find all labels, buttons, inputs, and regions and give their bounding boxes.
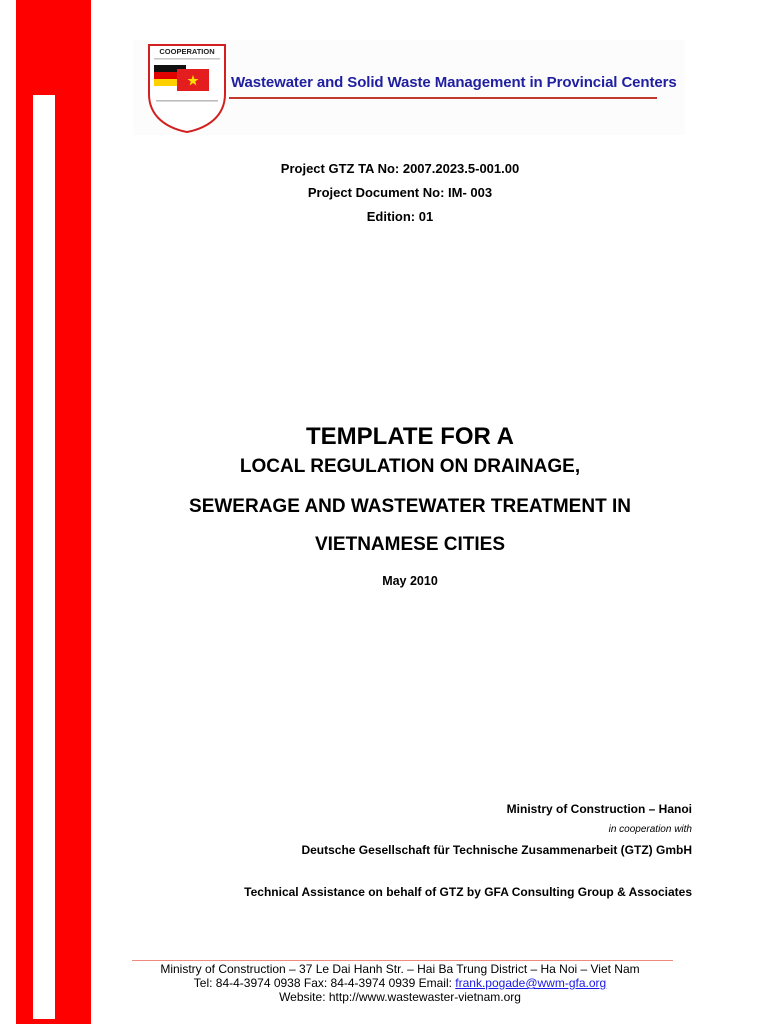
cooperation-block [244, 800, 692, 902]
footer-phone-fax: Tel: 84-4-3974 0938 Fax: 84-4-3974 0939 Email: [193, 976, 456, 990]
side-decoration-bar [16, 0, 91, 1024]
footer-divider [132, 960, 673, 961]
header-banner [133, 40, 685, 135]
title-line-3: SEWERAGE AND WASTEWATER TREATMENT IN [189, 496, 631, 517]
title-line-1: TEMPLATE FOR A [306, 423, 514, 450]
project-info [200, 157, 600, 229]
footer-contact [120, 976, 680, 990]
footer-website: Website: http://www.wastewaster-vietnam.org [279, 990, 521, 1004]
email-link[interactable]: frank.pogade@wwm-gfa.org [455, 976, 607, 990]
ministry-name: Ministry of Construction – Hanoi [506, 802, 692, 816]
document-title [90, 422, 730, 588]
svg-text:COOPERATION: COOPERATION [159, 47, 215, 56]
footer-address: Ministry of Construction – 37 Le Dai Hanh Str. – Hai Ba Trung District – Ha Noi – Viet Nam [160, 962, 640, 976]
program-title: Wastewater and Solid Waste Management in Provincial Centers [231, 74, 677, 91]
in-cooperation-with: in cooperation with [608, 824, 692, 835]
side-decoration-stripe [33, 95, 55, 1019]
project-document-number: Project Document No: IM- 003 [307, 185, 493, 200]
cooperation-emblem-icon [146, 42, 228, 134]
title-line-4: VIETNAMESE CITIES [314, 534, 506, 555]
project-ta-number: Project GTZ TA No: 2007.2023.5-001.00 [280, 161, 520, 176]
document-date: May 2010 [382, 574, 438, 588]
title-line-2: LOCAL REGULATION ON DRAINAGE, [239, 456, 581, 477]
project-edition: Edition: 01 [366, 209, 434, 224]
gtz-name: Deutsche Gesellschaft für Technische Zusammenarbeit (GTZ) GmbH [301, 843, 692, 857]
technical-assistance: Technical Assistance on behalf of GTZ by GFA Consulting Group & Associates [244, 885, 692, 899]
footer [120, 962, 680, 1004]
banner-divider [229, 97, 657, 99]
